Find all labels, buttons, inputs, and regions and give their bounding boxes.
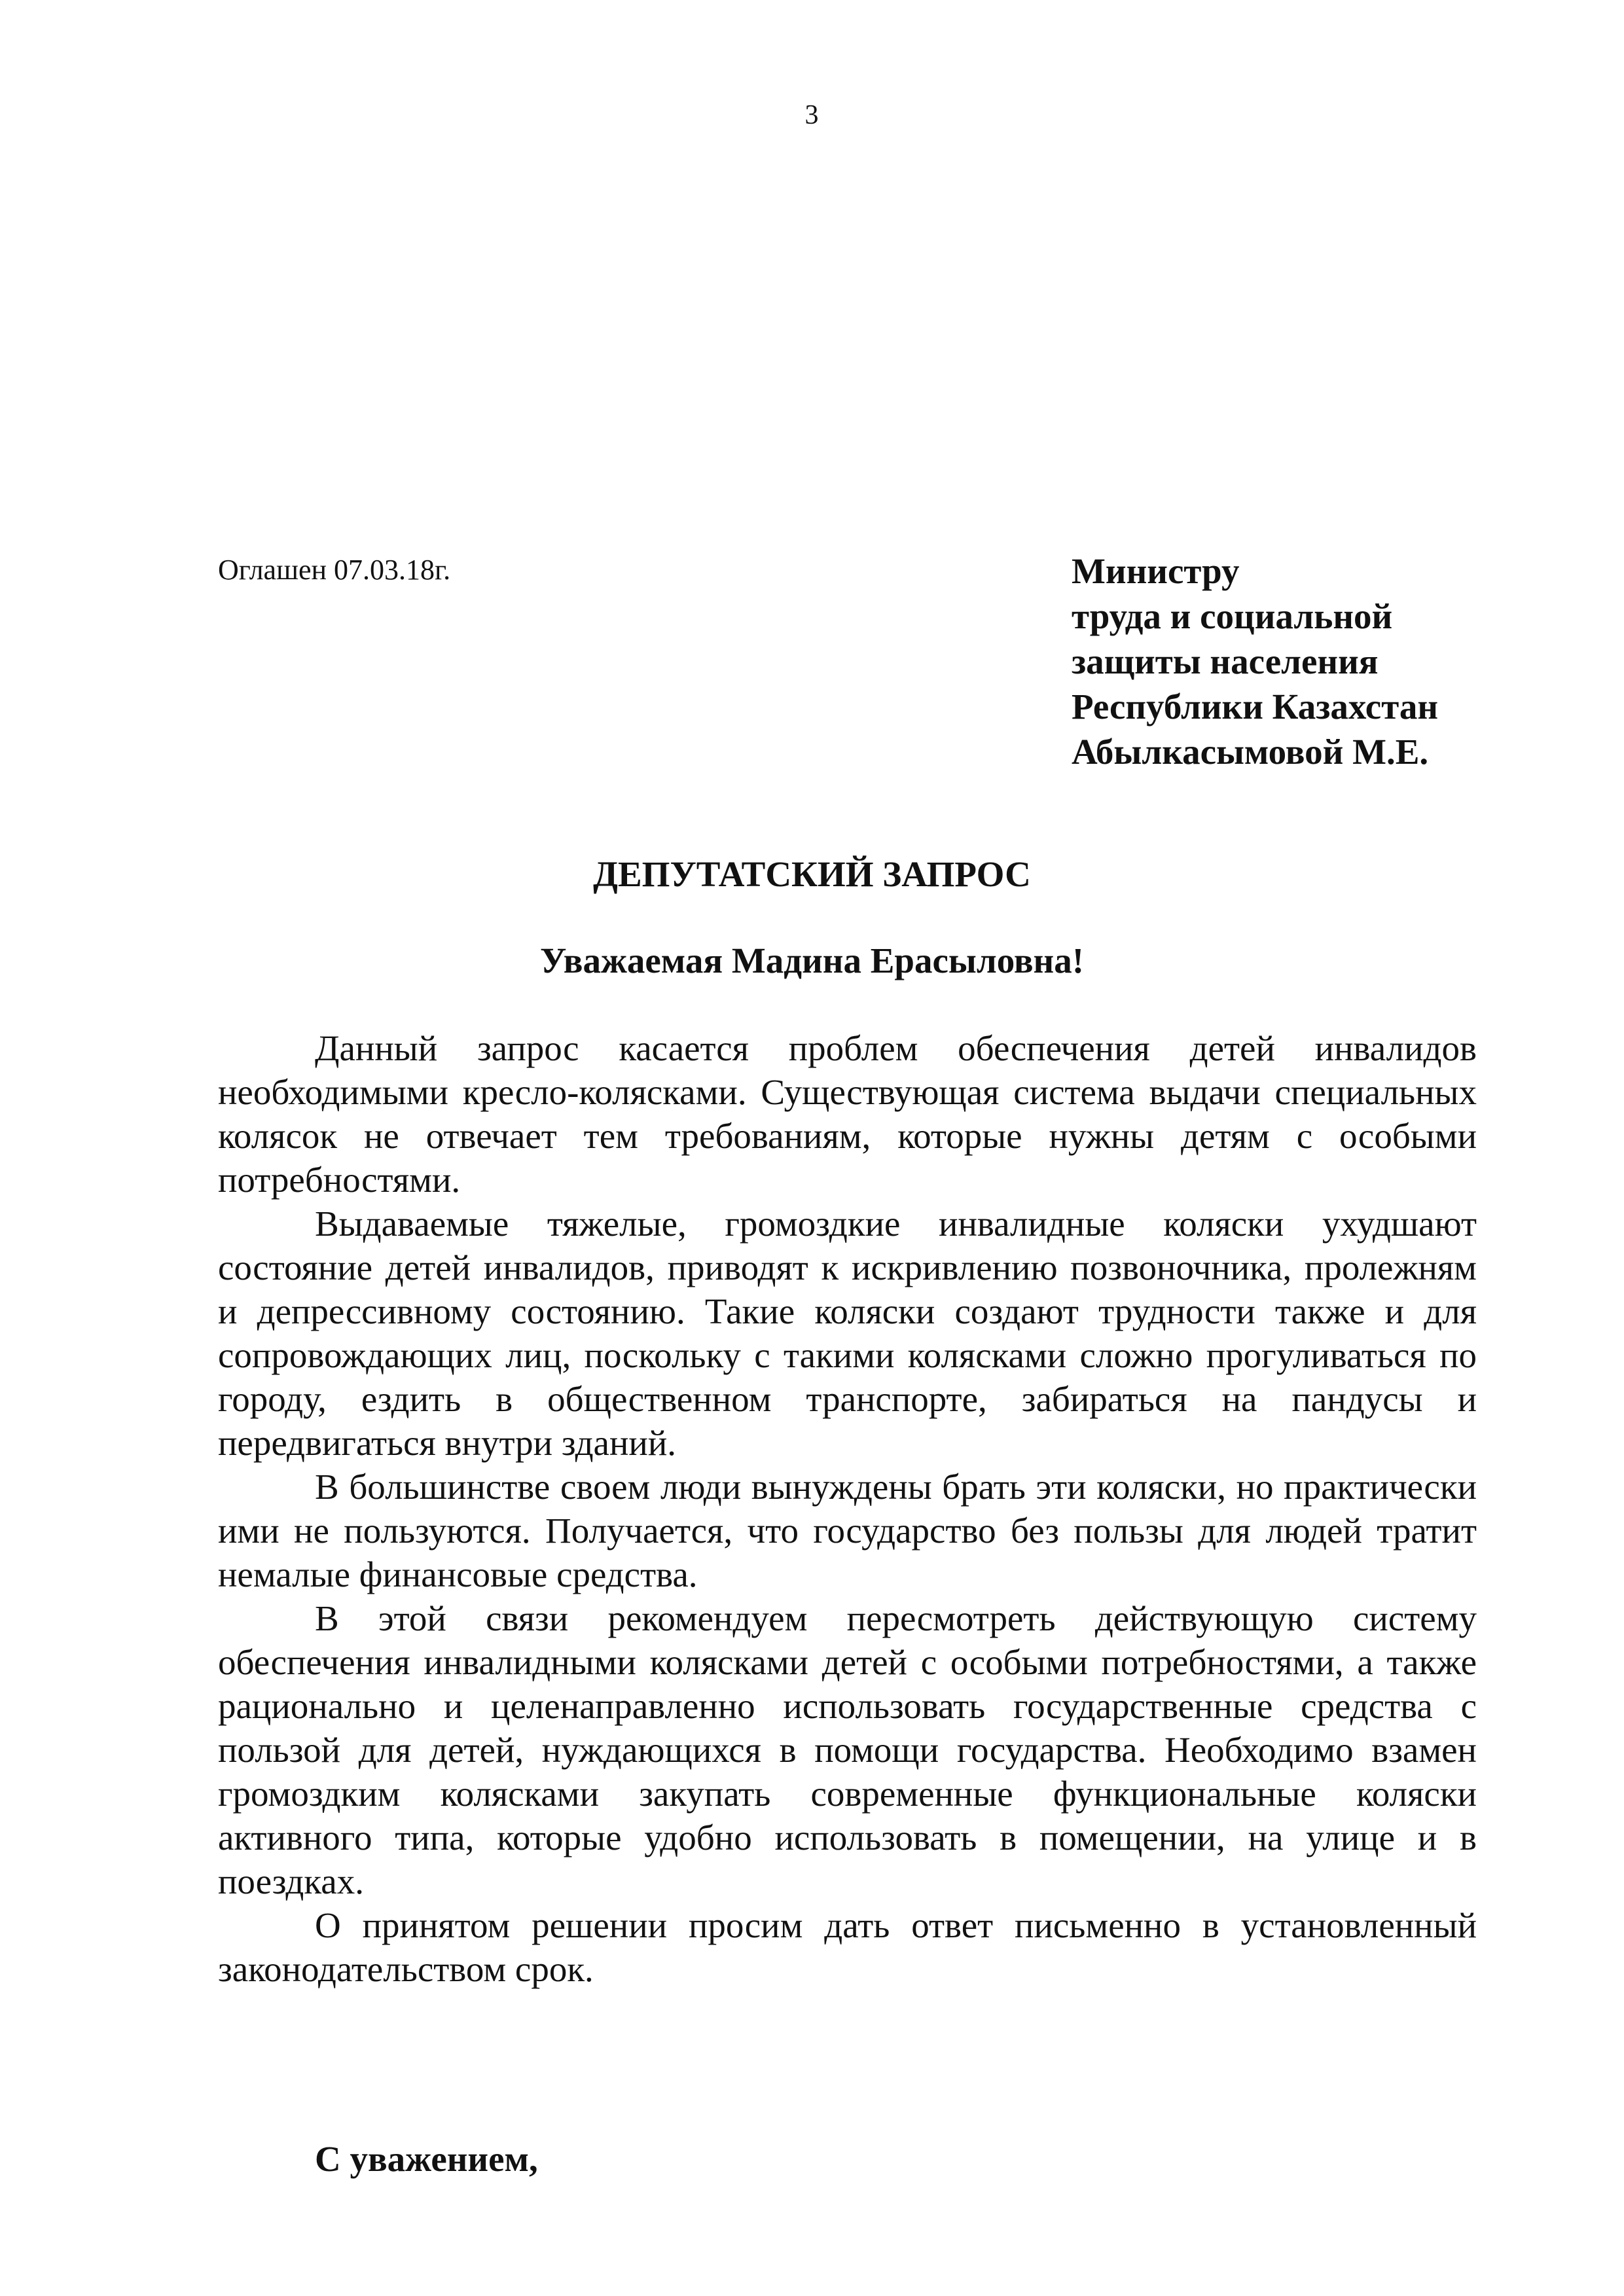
paragraph: Выдаваемые тяжелые, громоздкие инвалидные коляски ухудшают состояние детей инвалидов, приводят к искривлению позвоночника, пролежням и депрессивному состоянию. Такие коляски создают трудности также и для сопровождающих лиц, поскольку с такими колясками сложно прогуливаться по городу, ездить в общественном транспорте, забираться на пандусы и передвигаться внутри зданий. [218,1204,1477,1463]
paragraph: О принятом решении просим дать ответ письменно в установленный законодательством срок. [218,1905,1477,1989]
addressee-line: Министру [1072,551,1240,591]
letter-body [218,1026,1477,1991]
addressee-line: Абылкасымовой М.Е. [1072,732,1429,772]
addressee-line: Республики Казахстан [1072,687,1439,726]
paragraph: Данный запрос касается проблем обеспечения детей инвалидов необходимыми кресло-колясками. Существующая система выдачи специальных колясок не отвечает тем требованиям, которые нужны детям с особыми потребностями. [218,1028,1477,1200]
greeting: Уважаемая Мадина Ерасыловна! [539,941,1085,980]
addressee-line: труда и социальной [1072,596,1393,636]
paragraph: В этой связи рекомендуем пересмотреть действующую систему обеспечения инвалидными колясками детей с особыми потребностями, а также рационально и целенаправленно использовать государственные средства с пользой для детей, нуждающихся в помощи государства. Необходимо взамен громоздким колясками закупать современные функциональные коляски активного типа, которые удобно использовать в помещении, на улице и в поездках. [218,1598,1477,1901]
announcement-date: Оглашен 07.03.18г. [218,554,451,586]
addressee-block [1072,548,1438,774]
addressee-line: защиты населения [1072,641,1379,681]
closing: С уважением, [315,2139,538,2179]
document-title: ДЕПУТАТСКИЙ ЗАПРОС [593,854,1031,894]
page-number: 3 [804,100,819,130]
paragraph: В большинстве своем люди вынуждены брать эти коляски, но практически ими не пользуются. Получается, что государство без пользы для людей тратит немалые финансовые средства. [218,1467,1477,1594]
